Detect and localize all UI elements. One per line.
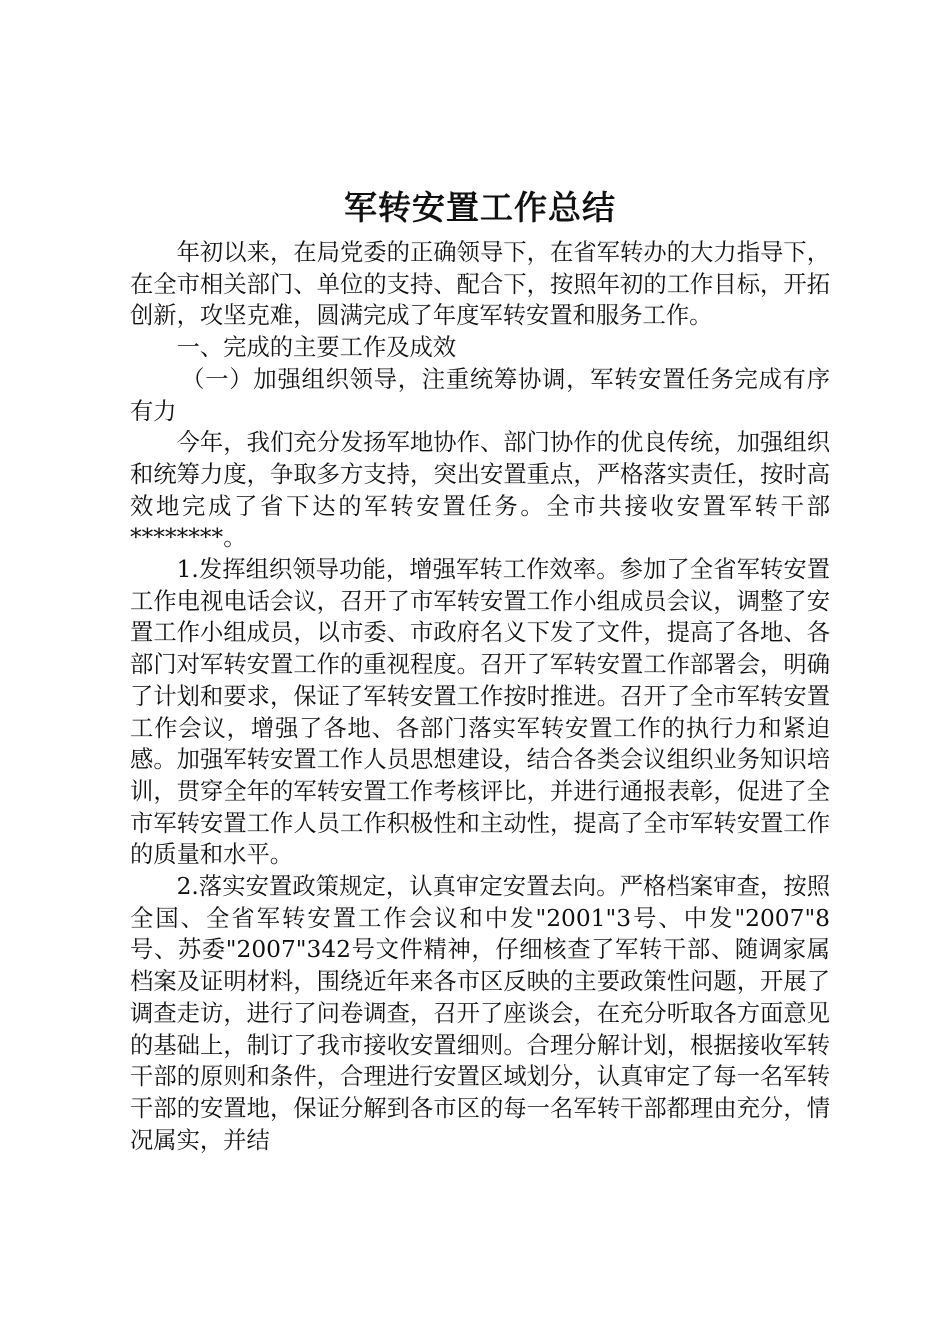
- body-paragraph-item-2: 2.落实安置政策规定，认真审定安置去向。严格档案审查，按照全国、全省军转安置工作会议和中发"2001"3号、中发"2007"8号、苏委"2007"342号文件精神，仔细核查了军转干部、随调家属档案及证明材料，围绕近年来各市区反映的主要政策性问题，开展了调查走访，进行了问卷调查，召开了座谈会，在充分听取各方面意见的基础上，制订了我市接收安置细则。合理分解计划，根据接收军转干部的原则和条件，合理进行安置区域划分，认真审定了每一名军转干部的安置地，保证分解到各市区的每一名军转干部都理由充分，情况属实，并结: [130, 873, 830, 1154]
- body-paragraph: 今年，我们充分发扬军地协作、部门协作的优良传统，加强组织和统筹力度，争取多方支持，突出安置重点，严格落实责任，按时高效地完成了省下达的军转安置任务。全市共接收安置军转干部********。: [130, 429, 830, 552]
- document-title: 军转安置工作总结: [344, 188, 616, 227]
- document-page: [130, 183, 830, 1156]
- section-heading: 一、完成的主要工作及成效: [176, 334, 457, 362]
- intro-paragraph: 年初以来，在局党委的正确领导下，在省军转办的大力指导下，在全市相关部门、单位的支持、配合下，按照年初的工作目标，开拓创新，攻坚克难，圆满完成了年度军转安置和服务工作。: [130, 239, 830, 330]
- subsection-heading: （一）加强组织领导，注重统筹协调，军转安置任务完成有序有力: [130, 365, 830, 425]
- body-paragraph-item-1: 1.发挥组织领导功能，增强军转工作效率。参加了全省军转安置工作电视电话会议，召开了市军转安置工作小组成员会议，调整了安置工作小组成员，以市委、市政府名义下发了文件，提高了各地、各部门对军转安置工作的重视程度。召开了军转安置工作部署会，明确了计划和要求，保证了军转安置工作按时推进。召开了全市军转安置工作会议，增强了各地、各部门落实军转安置工作的执行力和紧迫感。加强军转安置工作人员思想建设，结合各类会议组织业务知识培训，贯穿全年的军转安置工作考核评比，并进行通报表彰，促进了全市军转安置工作人员工作积极性和主动性，提高了全市军转安置工作的质量和水平。: [130, 556, 830, 869]
